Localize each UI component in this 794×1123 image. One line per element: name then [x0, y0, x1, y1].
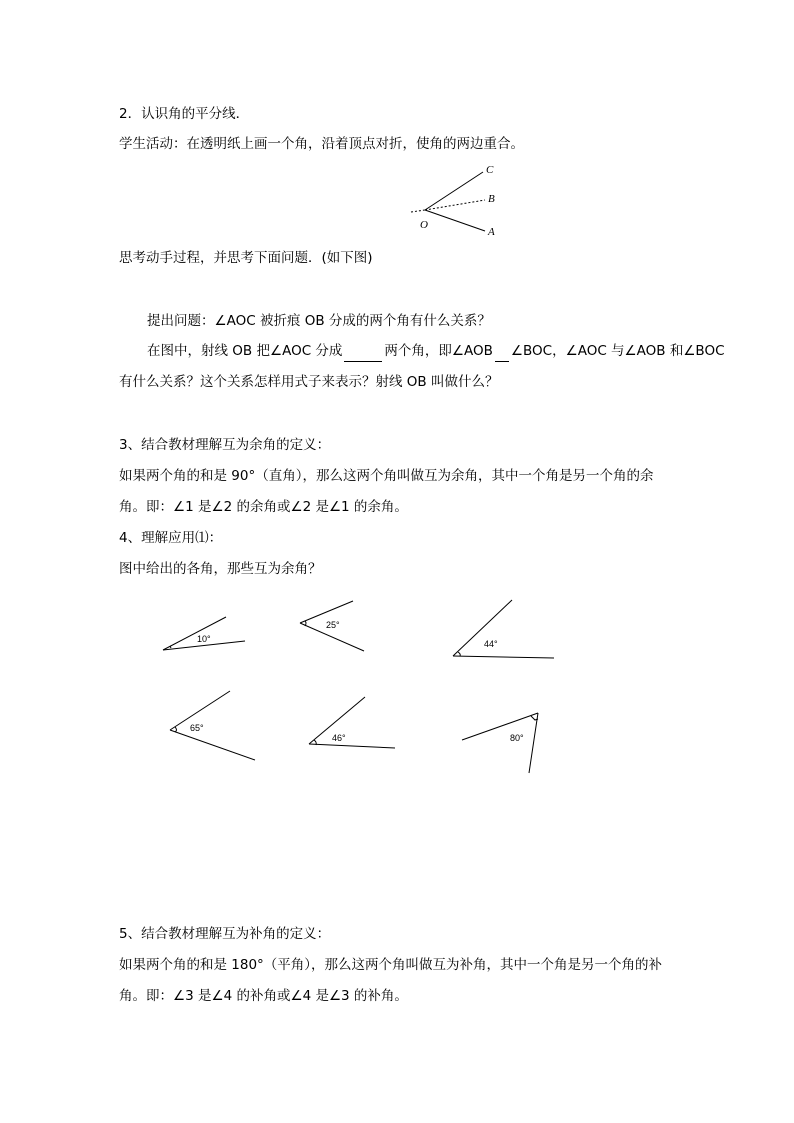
- point-c-label: C: [486, 164, 494, 176]
- point-a-label: A: [488, 226, 495, 238]
- section2-activity: 学生活动：在透明纸上画一个角，沿着顶点对折，使角的两边重合。: [119, 136, 524, 152]
- angle-46: [309, 697, 395, 748]
- angle-10: [163, 617, 245, 650]
- fold-extension: [411, 210, 425, 212]
- angle-44: [453, 600, 554, 658]
- angle-65-label: 65°: [190, 723, 204, 733]
- angles-figure: [150, 595, 570, 785]
- section3-line1: 如果两个角的和是 90°（直角），那么这两个角叫做互为余角，其中一个角是另一个角的余: [119, 468, 654, 484]
- section2-title: 2．认识角的平分线．: [119, 106, 250, 122]
- section2-paragraph-line1: [147, 341, 725, 362]
- section2-question: 提出问题：∠AOC 被折痕 OB 分成的两个角有什么关系？: [147, 313, 491, 329]
- section2-paragraph-line2: 有什么关系？这个关系怎样用式子来表示？射线 OB 叫做什么？: [119, 374, 499, 390]
- ray-oc: [425, 172, 483, 210]
- blank-count: [344, 341, 382, 362]
- para-part-c: ∠BOC，∠AOC 与∠AOB 和∠BOC: [510, 343, 725, 359]
- angle-25: [300, 601, 364, 651]
- angle-46-label: 46°: [332, 733, 346, 743]
- ray-ob-fold: [425, 200, 485, 210]
- angle-25-label: 25°: [326, 620, 340, 630]
- section5-line1: 如果两个角的和是 180°（平角），那么这两个角叫做互为补角，其中一个角是另一个角的补: [119, 957, 663, 973]
- section3-title: 3、结合教材理解互为余角的定义：: [119, 437, 331, 453]
- section5-title: 5、结合教材理解互为补角的定义：: [119, 926, 331, 942]
- section2-think: 思考动手过程，并思考下面问题．(如下图): [119, 250, 373, 266]
- section3-line2: 角。即：∠1 是∠2 的余角或∠2 是∠1 的余角。: [119, 499, 408, 515]
- angle-80-label: 80°: [510, 733, 524, 743]
- para-part-a: 在图中，射线 OB 把∠AOC 分成: [147, 343, 343, 359]
- blank-relation: [495, 341, 509, 362]
- angle-80: [462, 713, 538, 773]
- section5-line2: 角。即：∠3 是∠4 的补角或∠4 是∠3 的补角。: [119, 988, 408, 1004]
- angle-10-label: 10°: [197, 634, 211, 644]
- ray-oa: [425, 210, 485, 231]
- angle-65: [170, 691, 255, 760]
- para-part-b: 两个角，即∠AOB: [384, 343, 493, 359]
- section4-title: 4、理解应用⑴：: [119, 530, 223, 546]
- point-b-label: B: [488, 193, 495, 205]
- angle-44-label: 44°: [484, 639, 498, 649]
- section4-question: 图中给出的各角，那些互为余角？: [119, 561, 322, 577]
- bisector-figure: [405, 158, 515, 242]
- point-o-label: O: [420, 219, 428, 231]
